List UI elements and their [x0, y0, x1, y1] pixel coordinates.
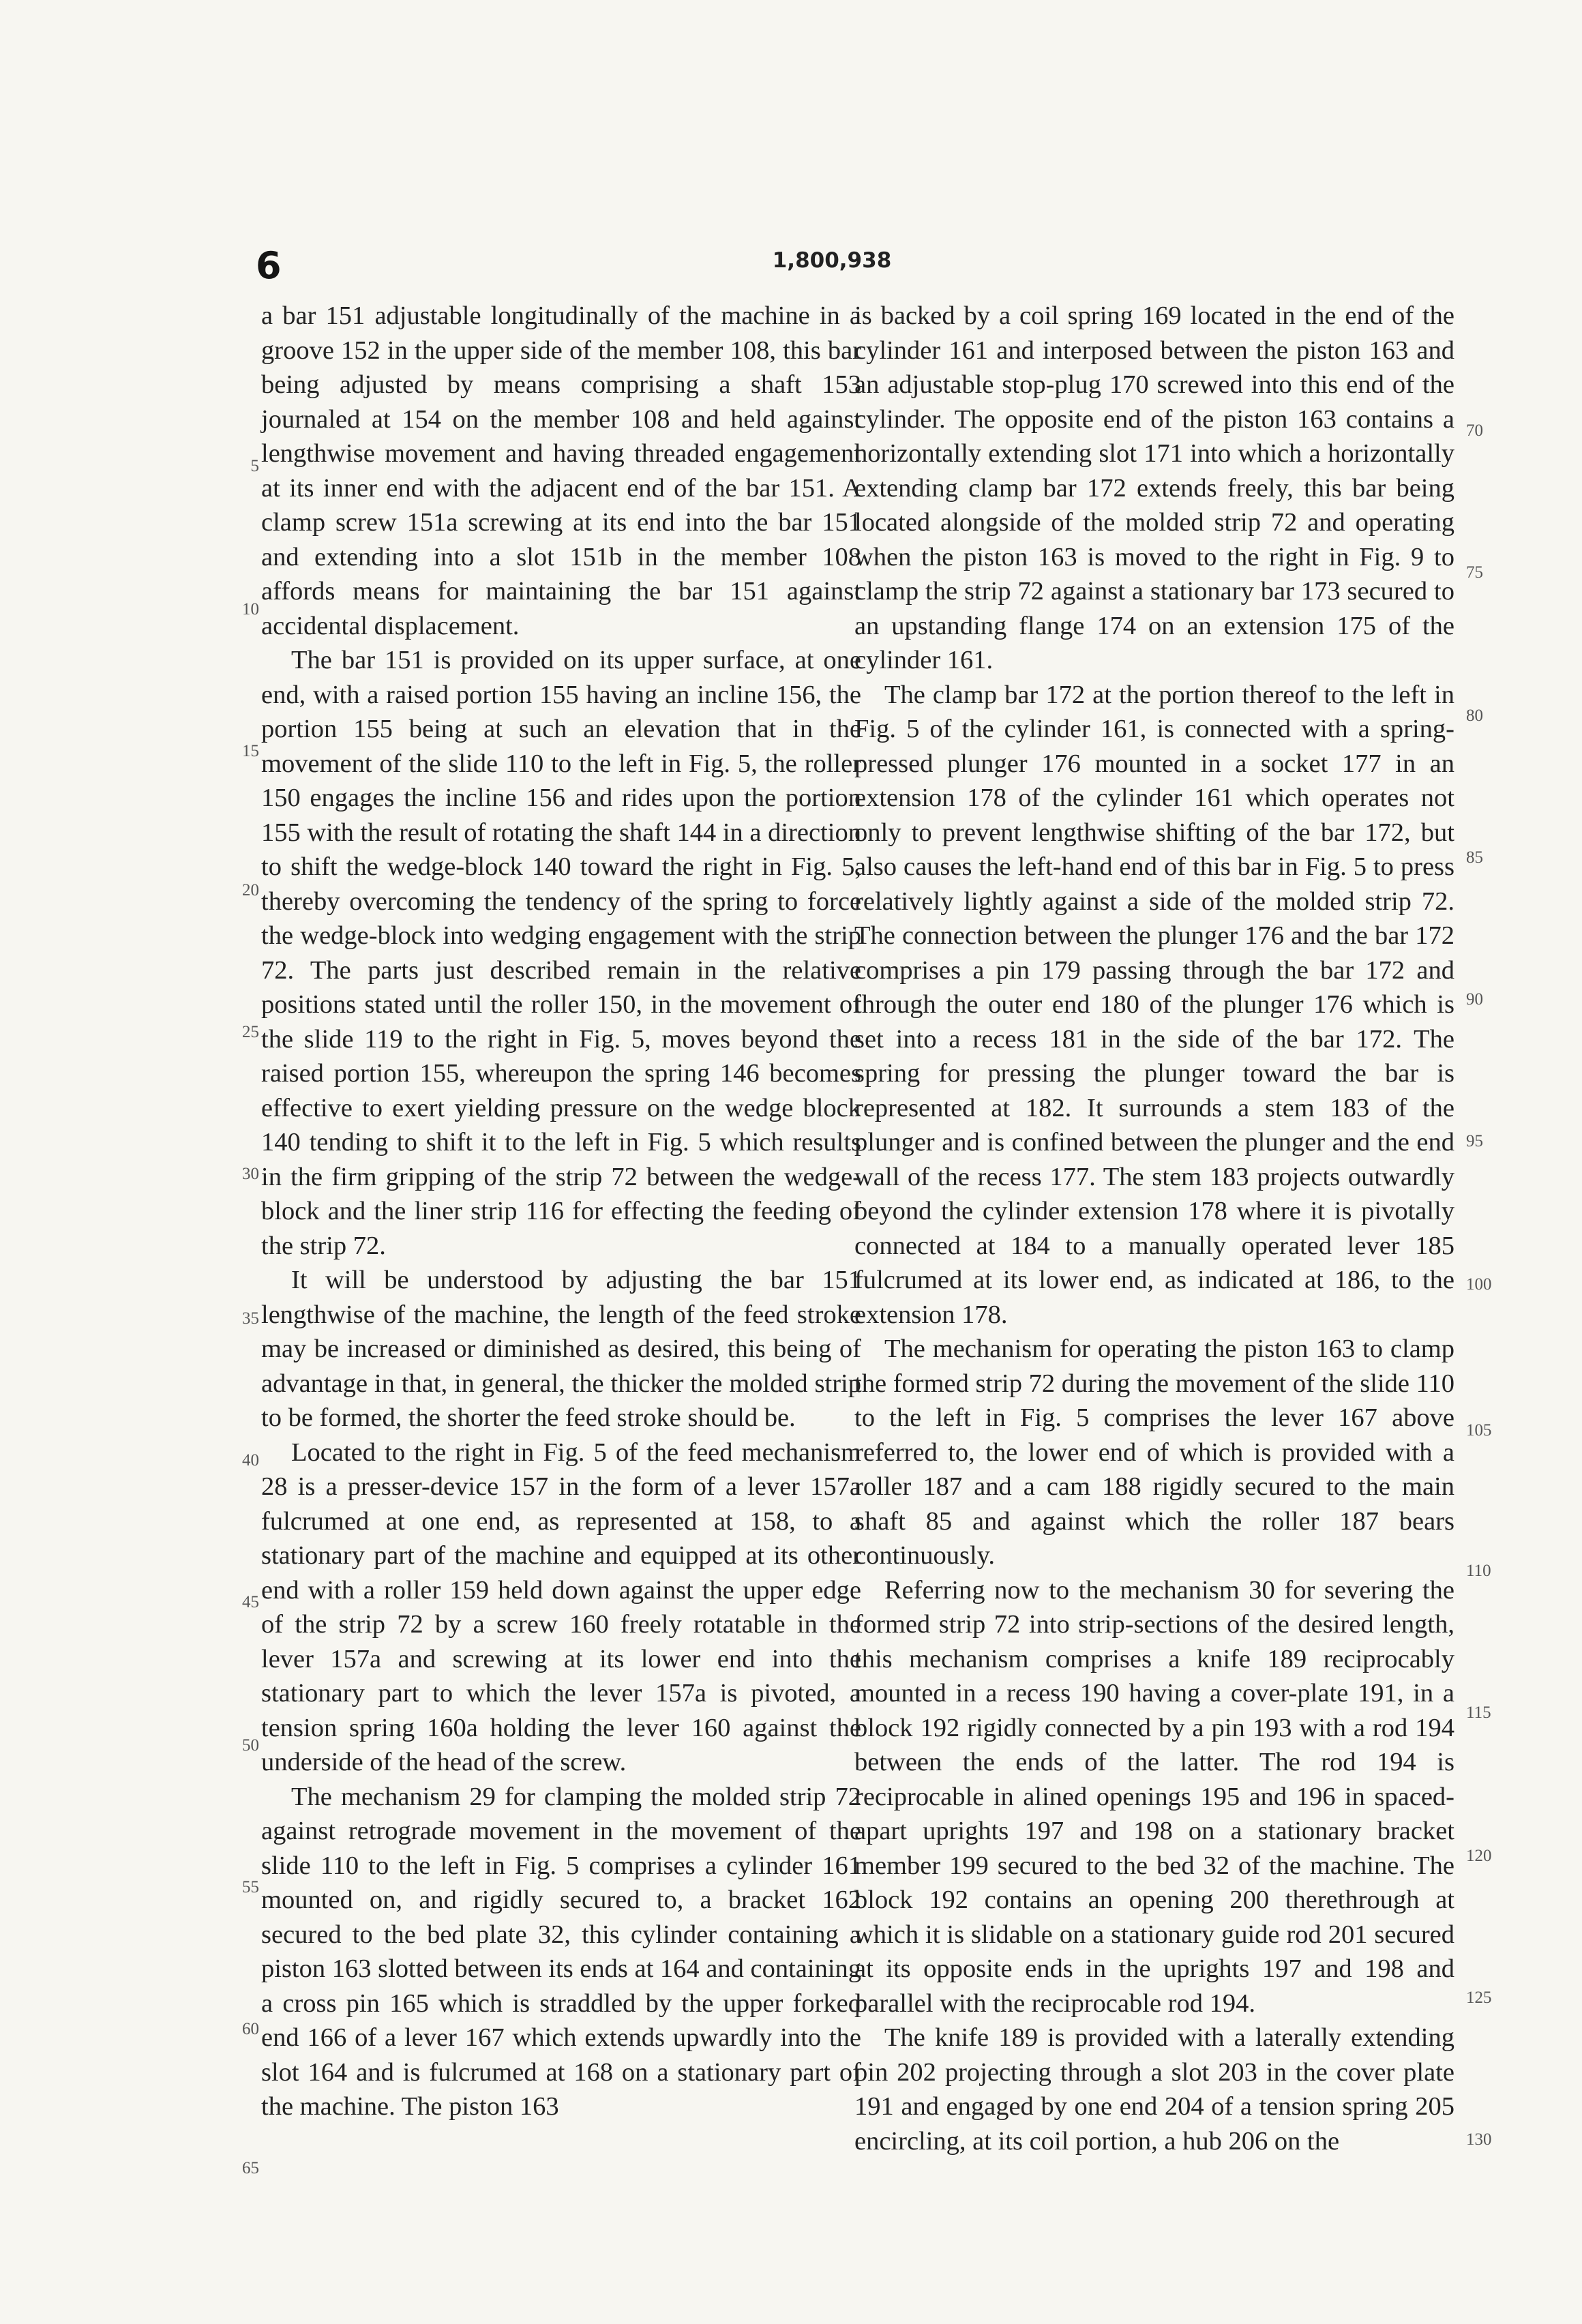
paragraph: Referring now to the mechanism 30 for severing the formed strip 72 into strip-sections of the desired length, this mechanism comprises a knife 189 reciprocably mounted in a recess 190 having a cover-plate 191, in a block 192 rigidly connected by a pin 193 with a rod 194 between the ends of the latter. The rod 194 is reciprocable in alined openings 195 and 196 in spaced-apart uprights 197 and 198 on a stationary bracket member 199 secured to the bed 32 of the machine. The block 192 contains an opening 200 therethrough at which it is slidable on a stationary guide rod 201 secured at its opposite ends in the uprights 197 and 198 and parallel with the reciprocable rod 194.	[854, 1575, 1454, 2018]
line-number: 95	[1466, 1132, 1483, 1150]
patent-number: 1,800,938	[772, 248, 892, 273]
line-number: 30	[242, 1165, 259, 1183]
paragraph: is backed by a coil spring 169 located in the end of the cylinder 161 and interposed between the piston 163 and an adjustable stop-plug 170 screwed into this end of the cylinder. The opposite end of the piston 163 contains a horizontally extending slot 171 into which a horizontally extending clamp bar 172 extends freely, this bar being located alongside of the molded strip 72 and operating when the piston 163 is moved to the right in Fig. 9 to clamp the strip 72 against a stationary bar 173 secured to an upstanding flange 174 on an extension 175 of the cylinder 161.	[854, 301, 1454, 674]
line-number: 55	[242, 1878, 259, 1896]
line-number: 70	[1466, 421, 1483, 440]
line-number: 50	[242, 1736, 259, 1755]
line-number: 5	[250, 457, 259, 475]
paragraph: The clamp bar 172 at the portion thereof to the left in Fig. 5 of the cylinder 161, is connected with a spring-pressed plunger 176 mounted in a socket 177 in an extension 178 of the cylinder 161 which operates not only to prevent lengthwise shifting of the bar 172, but also causes the left-hand end of this bar in Fig. 5 to press relatively lightly against a side of the molded strip 72. The connection between the plunger 176 and the bar 172 comprises a pin 179 passing through the bar 172 and through the outer end 180 of the plunger 176 which is set into a recess 181 in the side of the bar 172. The spring for pressing the plunger toward the bar is represented at 182. It surrounds a stem 183 of the plunger and is confined between the plunger and the end wall of the recess 177. The stem 183 projects outwardly beyond the cylinder extension 178 where it is pivotally connected at 184 to a manually operated lever 185 fulcrumed at its lower end, as indicated at 186, to the extension 178.	[854, 680, 1454, 1329]
paragraph: The knife 189 is provided with a laterally extending pin 202 projecting through a slot 203 in the cover plate 191 and engaged by one end 204 of a tension spring 205 encircling, at its coil portion, a hub 206 on the	[854, 2023, 1454, 2156]
paragraph: It will be understood by adjusting the bar 151 lengthwise of the machine, the length of the feed stroke may be increased or diminished as desired, this being of advantage in that, in general, the thicker the molded strip to be formed, the shorter the feed stroke should be.	[261, 1266, 861, 1432]
line-number: 120	[1466, 1847, 1492, 1865]
right-column	[854, 299, 1454, 2158]
paragraph: The mechanism for operating the piston 163 to clamp the formed strip 72 during the movement of the slide 110 to the left in Fig. 5 comprises the lever 167 above referred to, the lower end of which is provided with a roller 187 and a cam 188 rigidly secured to the main shaft 85 and against which the roller 187 bears continuously.	[854, 1335, 1454, 1570]
line-number: 20	[242, 881, 259, 899]
line-number: 130	[1466, 2130, 1492, 2149]
paragraph: The mechanism 29 for clamping the molded strip 72 against retrograde movement in the movement of the slide 110 to the left in Fig. 5 comprises a cylinder 161 mounted on, and rigidly secured to, a bracket 162 secured to the bed plate 32, this cylinder containing a piston 163 slotted between its ends at 164 and containing a cross pin 165 which is straddled by the upper forked end 166 of a lever 167 which extends upwardly into the slot 164 and is fulcrumed at 168 on a stationary part of the machine. The piston 163	[261, 1782, 862, 2121]
line-number: 45	[242, 1593, 259, 1611]
line-number: 65	[242, 2159, 259, 2177]
line-number: 15	[242, 742, 259, 760]
line-number: 40	[242, 1451, 259, 1470]
line-number: 125	[1466, 1988, 1492, 2007]
line-number: 100	[1466, 1275, 1492, 1294]
line-number: 75	[1466, 563, 1483, 582]
line-number: 90	[1466, 990, 1483, 1009]
paragraph: a bar 151 adjustable longitudinally of the machine in a groove 152 in the upper side of the member 108, this bar being adjusted by means comprising a shaft 153 journaled at 154 on the member 108 and held against lengthwise movement and having threaded engagement at its inner end with the adjacent end of the bar 151. A clamp screw 151a screwing at its end into the bar 151 and extending into a slot 151b in the member 108 affords means for maintaining the bar 151 against accidental displacement.	[261, 301, 861, 640]
paragraph: The bar 151 is provided on its upper surface, at one end, with a raised portion 155 having an incline 156, the portion 155 being at such an elevation that in the movement of the slide 110 to the left in Fig. 5, the roller 150 engages the incline 156 and rides upon the portion 155 with the result of rotating the shaft 144 in a direction to shift the wedge-block 140 toward the right in Fig. 5, thereby overcoming the tendency of the spring to force the wedge-block into wedging engagement with the strip 72. The parts just described remain in the relative positions stated until the roller 150, in the movement of the slide 119 to the right in Fig. 5, moves beyond the raised portion 155, whereupon the spring 146 becomes effective to exert yielding pressure on the wedge block 140 tending to shift it to the left in Fig. 5 which results in the firm gripping of the strip 72 between the wedge-block and the liner strip 116 for effecting the feeding of the strip 72.	[261, 646, 861, 1260]
page-number: 6	[256, 244, 282, 287]
left-column	[261, 299, 861, 2124]
paragraph: Located to the right in Fig. 5 of the feed mechanism 28 is a presser-device 157 in the form of a lever 157a fulcrumed at one end, as represented at 158, to a stationary part of the machine and equipped at its other end with a roller 159 held down against the upper edge of the strip 72 by a screw 160 freely rotatable in the lever 157a and screwing at its lower end into the stationary part to which the lever 157a is pivoted, a tension spring 160a holding the lever 160 against the underside of the head of the screw.	[261, 1437, 861, 1776]
line-number: 35	[242, 1309, 259, 1328]
line-number: 80	[1466, 706, 1483, 725]
line-number: 25	[242, 1023, 259, 1041]
line-number: 85	[1466, 848, 1483, 867]
line-number: 115	[1466, 1703, 1491, 1722]
line-number: 10	[242, 600, 259, 619]
line-number: 105	[1466, 1421, 1492, 1440]
line-number: 60	[242, 2020, 259, 2038]
line-number: 110	[1466, 1562, 1491, 1580]
